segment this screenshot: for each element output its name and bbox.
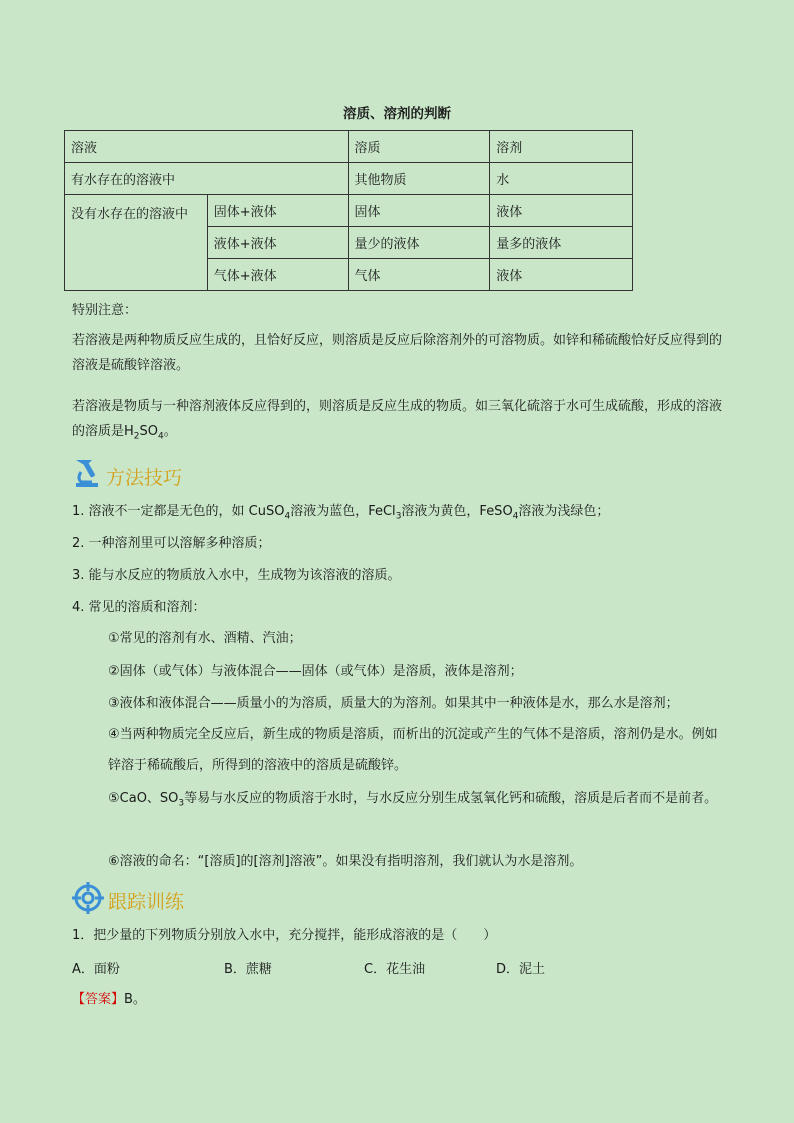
table-cell: 没有水存在的溶液中 (65, 195, 208, 291)
table-cell: 气体+液体 (207, 259, 348, 291)
method-item-1 (72, 502, 609, 527)
method-sub-3: ③液体和液体混合——质量小的为溶质，质量大的为溶剂。如果其中一种液体是水，那么水是溶剂； (108, 696, 679, 711)
table-cell: 有水存在的溶液中 (65, 163, 349, 195)
table-cell: 溶液 (65, 131, 349, 163)
method-sub-4: ④当两种物质完全反应后，新生成的物质是溶质，而析出的沉淀或产生的气体不是溶质，溶剂仍是水。例如锌溶于稀硫酸后，所得到的溶液中的溶质是硫酸锌。 (108, 727, 718, 773)
practice-question: 1．把少量的下列物质分别放入水中，充分搅拌，能形成溶液的是（ ） (72, 928, 497, 943)
option-a: A．面粉 (72, 962, 120, 977)
formula-subscript: 3 (178, 798, 185, 809)
text-part: 溶液为蓝色，FeCl (290, 504, 396, 519)
answer-tag: 【答案】 (72, 992, 125, 1007)
text-part: 1. 溶液不一定都是无色的，如 CuSO (72, 504, 285, 519)
table-cell: 固体 (348, 195, 490, 227)
formula-subscript: 4 (512, 511, 519, 522)
method-sub-2: ②固体（或气体）与液体混合——固体（或气体）是溶质，液体是溶剂； (108, 664, 523, 679)
table-cell: 量多的液体 (490, 227, 633, 259)
table-cell: 液体 (490, 259, 633, 291)
text-part: 等易与水反应的物质溶于水时，与水反应分别生成氢氧化钙和硫酸，溶质是后者而不是前者。 (184, 791, 718, 806)
table-row (65, 163, 633, 195)
formula-subscript: 4 (284, 511, 291, 522)
table-cell: 水 (490, 163, 633, 195)
table-cell: 溶质 (348, 131, 490, 163)
formula-part: H (124, 424, 134, 439)
note-paragraph-1: 若溶液是两种物质反应生成的，且恰好反应，则溶质是反应后除溶剂外的可溶物质。如锌和稀硫酸恰好反应得到的溶液是硫酸锌溶液。 (72, 333, 723, 373)
method-item-4: 4. 常见的溶质和溶剂： (72, 600, 206, 615)
note-heading: 特别注意： (72, 303, 138, 318)
method-sub-6: ⑥溶液的命名：“[溶质]的[溶剂]溶液”。如果没有指明溶剂，我们就认为水是溶剂。 (108, 854, 583, 869)
table-cell: 液体 (490, 195, 633, 227)
section-methods (72, 454, 182, 490)
table-cell: 气体 (348, 259, 490, 291)
table-row (65, 195, 633, 227)
text-part: 溶液为黄色，FeSO (401, 504, 513, 519)
method-sub-5 (108, 783, 728, 820)
table-cell: 其他物质 (348, 163, 490, 195)
answer-value: B。 (124, 992, 146, 1007)
table-cell: 固体+液体 (207, 195, 348, 227)
option-d: D．泥土 (496, 962, 546, 977)
methods-heading: 方法技巧 (106, 467, 183, 489)
solute-solvent-table (64, 130, 633, 291)
note-paragraph-2 (72, 394, 728, 450)
formula-part: SO (139, 424, 159, 439)
microscope-icon (72, 456, 102, 490)
formula-subscript: 4 (158, 431, 164, 442)
table-cell: 溶剂 (490, 131, 633, 163)
formula-subscript: 2 (133, 431, 140, 442)
method-item-3: 3. 能与水反应的物质放入水中，生成物为该溶液的溶质。 (72, 568, 401, 583)
table-row (65, 131, 633, 163)
option-c: C．花生油 (364, 962, 426, 977)
method-sub-1: ①常见的溶剂有水、酒精、汽油； (108, 631, 302, 646)
text-part: 溶液为浅绿色； (518, 504, 610, 519)
option-b: B．蔗糖 (224, 962, 272, 977)
answer-line (72, 988, 146, 1007)
note-text: 若溶液是物质与一种溶剂液体反应得到的，则溶质是反应生成的物质。如三氧化硫溶于水可生成硫酸，形成的溶液的溶质是 (72, 399, 723, 439)
page-title: 溶质、溶剂的判断 (343, 106, 451, 122)
section-practice (72, 878, 184, 914)
table-cell: 液体+液体 (207, 227, 348, 259)
formula-subscript: 3 (395, 511, 402, 522)
text-part: ⑤CaO、SO (108, 791, 179, 806)
target-icon (72, 882, 104, 914)
formula-part: 。 (163, 424, 177, 439)
table-cell: 量少的液体 (348, 227, 490, 259)
method-item-2: 2. 一种溶剂里可以溶解多种溶质； (72, 536, 271, 551)
practice-heading: 跟踪训练 (108, 891, 185, 913)
